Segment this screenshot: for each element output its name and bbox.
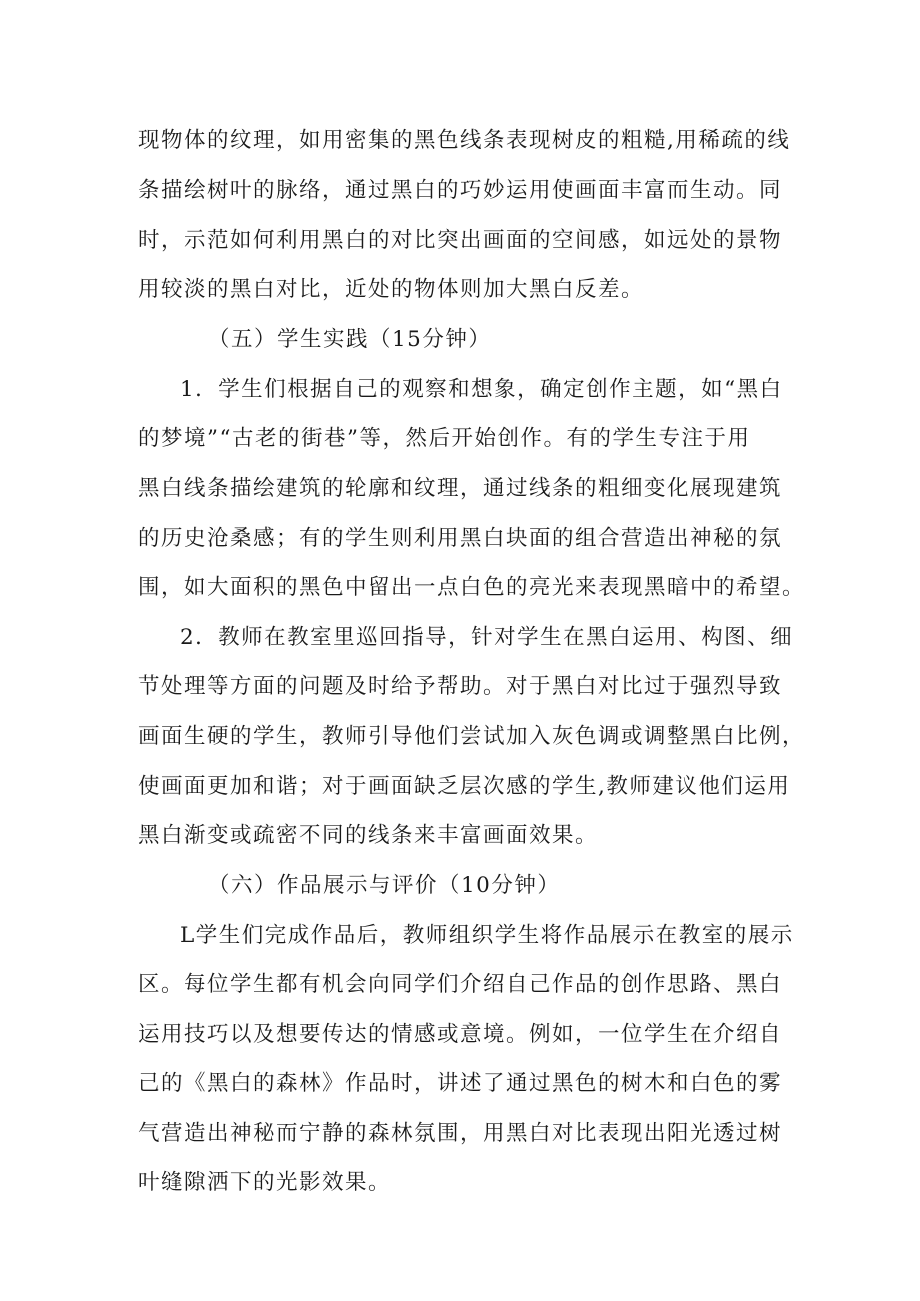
paragraph-line: 1．学生们根据自己的观察和想象，确定创作主题，如“黑白 xyxy=(180,377,783,402)
paragraph-line: 节处理等方面的问题及时给予帮助。对于黑白对比过于强烈导致 xyxy=(138,674,783,699)
paragraph-line: 用较淡的黑白对比，近处的物体则加大黑白反差。 xyxy=(138,277,645,302)
paragraph-line: 条描绘树叶的脉络，通过黑白的巧妙运用使画面丰富而生动。同 xyxy=(138,178,783,203)
paragraph-line: 围，如大面积的黑色中留出一点白色的亮光来表现黑暗中的希望。 xyxy=(138,575,806,600)
paragraph-line: 现物体的纹理，如用密集的黑色线条表现树皮的粗糙,用稀疏的线 xyxy=(138,128,791,153)
paragraph-line: 区。每位学生都有机会向同学们介绍自己作品的创作思路、黑白 xyxy=(138,972,783,997)
section-heading-work-display: （六）作品展示与评价（10分钟） xyxy=(208,873,561,898)
paragraph-line: 的历史沧桑感；有的学生则利用黑白块面的组合营造出神秘的氛 xyxy=(138,526,783,551)
paragraph-line: 己的《黑白的森林》作品时，讲述了通过黑色的树木和白色的雾 xyxy=(138,1071,783,1096)
paragraph-line: 使画面更加和谐；对于画面缺乏层次感的学生,教师建议他们运用 xyxy=(138,774,791,799)
paragraph-line: 气营造出神秘而宁静的森林氛围，用黑白对比表现出阳光透过树 xyxy=(138,1121,783,1146)
paragraph-line: 2．教师在教室里巡回指导，针对学生在黑白运用、构图、细 xyxy=(180,625,794,650)
paragraph-line: 的梦境”“古老的街巷”等，然后开始创作。有的学生专注于用 xyxy=(138,426,751,451)
paragraph-line: 运用技巧以及想要传达的情感或意境。例如，一位学生在介绍自 xyxy=(138,1022,783,1047)
paragraph-line: 画面生硬的学生，教师引导他们尝试加入灰色调或调整黑白比例， xyxy=(138,724,806,749)
paragraph-line: 叶缝隙洒下的光影效果。 xyxy=(138,1170,392,1195)
paragraph-line: L学生们完成作品后，教师组织学生将作品展示在教室的展示 xyxy=(180,923,794,948)
section-heading-student-practice: （五）学生实践（15分钟） xyxy=(208,327,492,352)
paragraph-line: 黑白线条描绘建筑的轮廓和纹理，通过线条的粗细变化展现建筑 xyxy=(138,476,783,501)
paragraph-line: 黑白渐变或疏密不同的线条来丰富画面效果。 xyxy=(138,823,599,848)
paragraph-line: 时，示范如何利用黑白的对比突出画面的空间感，如远处的景物 xyxy=(138,228,783,253)
